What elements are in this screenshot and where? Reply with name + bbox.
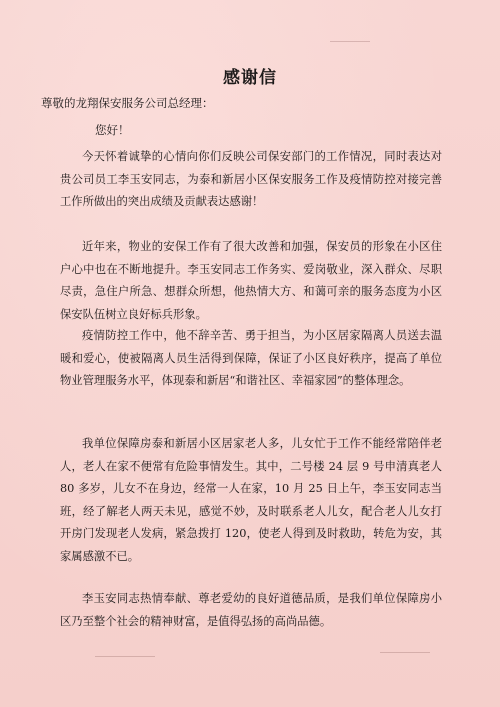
paragraph-thanks: 今天怀着诚挚的心情向你们反映公司保安部门的工作情况，同时表达对贵公司员工李玉安同志，为泰和新居小区保安服务工作及疫情防控对接完善工作所做出的突出成绩及贡献表达感谢！ (60, 150, 442, 208)
paper-mark (330, 41, 370, 42)
paper-mark (380, 652, 430, 653)
paragraph-rescue: 我单位保障房泰和新居小区居家老人多，儿女忙于工作不能经常陪伴老人，老人在家不便常有危险事情发生。其中，二号楼 24 层 9 号申清真老人 80 多岁，儿女不在身边，经常一人在家，10 月 25 日上午，李玉安同志当班，经了解老人两天未见，感觉不妙，及时联系老人儿女，配合老人儿女打开房门发现老人发病，紧急拨打 120，使老人得到及时救助，转危为安，其家属感激不已。 (60, 437, 442, 563)
letter-greeting: 您好！ (95, 123, 130, 137)
paragraph-epidemic: 疫情防控工作中，他不辞辛苦、勇于担当，为小区居家隔离人员送去温暖和爱心，使被隔离人员生活得到保障，保证了小区良好秩序，提高了单位物业管理服务水平，体现泰和新居“和谐社区、幸福家园”的整体理念。 (60, 329, 442, 387)
paragraph-service: 近年来，物业的安保工作有了很大改善和加强，保安员的形象在小区住户心中也在不断地提升。李玉安同志工作务实、爱岗敬业，深入群众、尽职尽责，急住户所急、想群众所想，他热情大方、和蔼可亲的服务态度为小区保安队伍树立良好标兵形象。 (60, 240, 442, 321)
paragraph-conclusion: 李玉安同志热情奉献、尊老爱幼的良好道德品质，是我们单位保障房小区乃至整个社会的精神财富，是值得弘扬的高尚品德。 (60, 592, 442, 628)
letter-title: 感谢信 (223, 68, 277, 88)
letter-salutation: 尊敬的龙翔保安服务公司总经理： (41, 96, 214, 110)
paper-mark (95, 656, 155, 657)
